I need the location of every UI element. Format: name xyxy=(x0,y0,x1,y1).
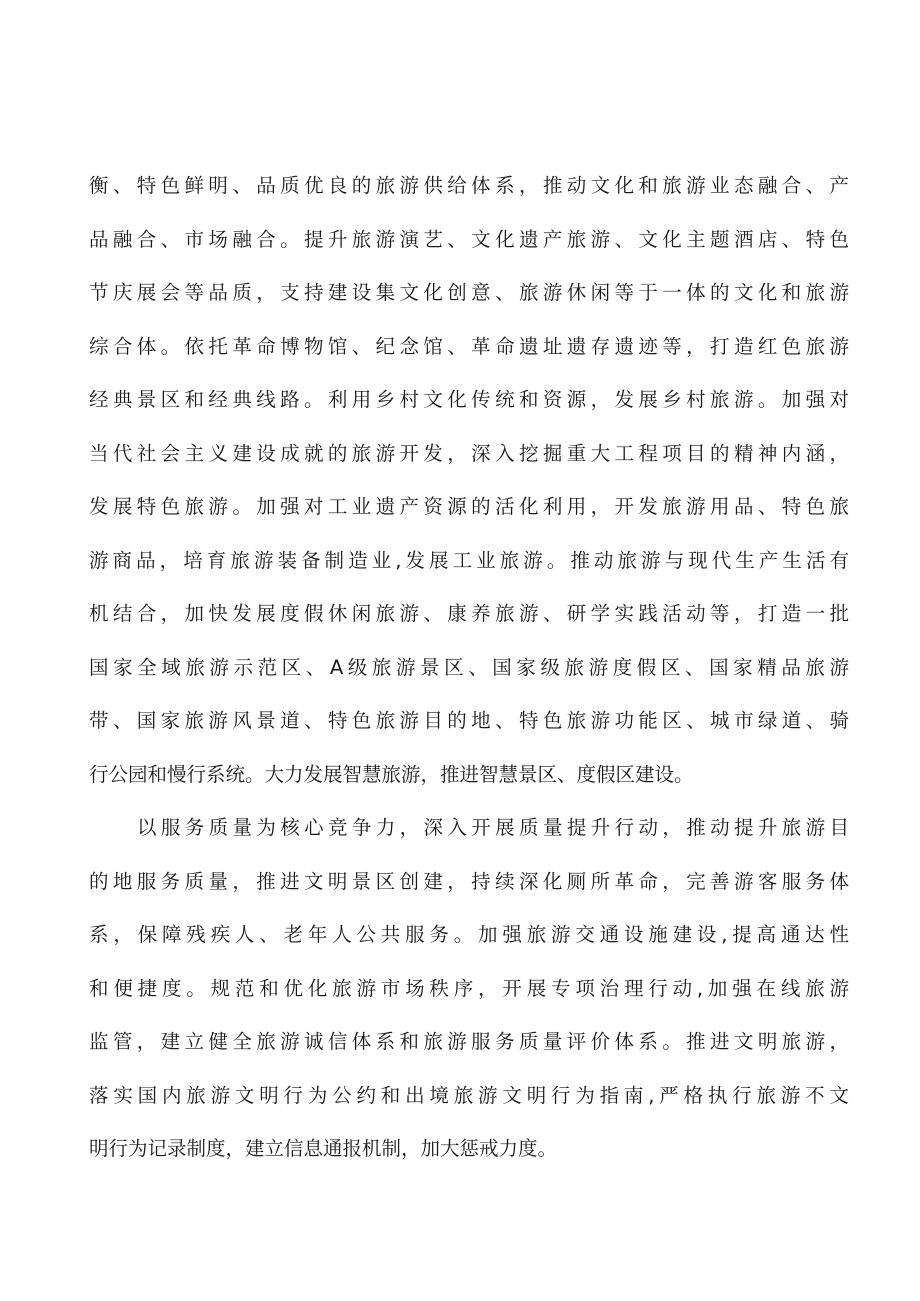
text-line: 发展特色旅游。加强对工业遗产资源的活化利用，开发旅游用品、特色旅 xyxy=(89,495,849,518)
text-line: 带、国家旅游风景道、特色旅游目的地、特色旅游功能区、城市绿道、骑 xyxy=(89,709,849,732)
text-line: 系，保障残疾人、老年人公共服务。加强旅游交通设施建设,提高通达性 xyxy=(89,923,849,946)
text-line: 监管，建立健全旅游诚信体系和旅游服务质量评价体系。推进文明旅游， xyxy=(89,1030,849,1053)
text-line: 游商品，培育旅游装备制造业,发展工业旅游。推动旅游与现代生产生活有 xyxy=(89,548,849,572)
text-line: 以服务质量为核心竞争力，深入开展质量提升行动，推动提升旅游目 xyxy=(137,816,849,839)
text-line: 品融合、市场融合。提升旅游演艺、文化遗产旅游、文化主题酒店、特色 xyxy=(89,227,849,251)
text-line: 行公园和慢行系统。大力发展智慧旅游，推进智慧景区、度假区建设。 xyxy=(89,762,694,786)
text-line: 机结合，加快发展度假休闲旅游、康养旅游、研学实践活动等，打造一批 xyxy=(89,602,849,625)
text-line: 综合体。依托革命博物馆、纪念馆、革命遗址遗存遗迹等，打造红色旅游 xyxy=(89,334,849,358)
paragraph-1 xyxy=(89,166,849,808)
text-line: 落实国内旅游文明行为公约和出境旅游文明行为指南,严格执行旅游不文 xyxy=(89,1083,849,1107)
text-line: 节庆展会等品质，支持建设集文化创意、旅游休闲等于一体的文化和旅游 xyxy=(89,281,849,304)
text-line: 当代社会主义建设成就的旅游开发，深入挖掘重大工程项目的精神内涵， xyxy=(89,441,849,465)
text-line: 衡、特色鲜明、品质优良的旅游供给体系，推动文化和旅游业态融合、产 xyxy=(89,174,849,197)
text-line: 明行为记录制度，建立信息通报机制，加大惩戒力度。 xyxy=(89,1137,558,1160)
body-text xyxy=(89,166,849,1183)
text-line: 国家全域旅游示范区、A级旅游景区、国家级旅游度假区、国家精品旅游 xyxy=(89,655,849,679)
text-line: 经典景区和经典线路。利用乡村文化传统和资源，发展乡村旅游。加强对 xyxy=(89,388,849,411)
text-line: 和便捷度。规范和优化旅游市场秩序，开展专项治理行动,加强在线旅游 xyxy=(89,976,849,1000)
text-line: 的地服务质量，推进文明景区创建，持续深化厕所革命，完善游客服务体 xyxy=(89,869,849,893)
paragraph-2 xyxy=(89,808,849,1183)
